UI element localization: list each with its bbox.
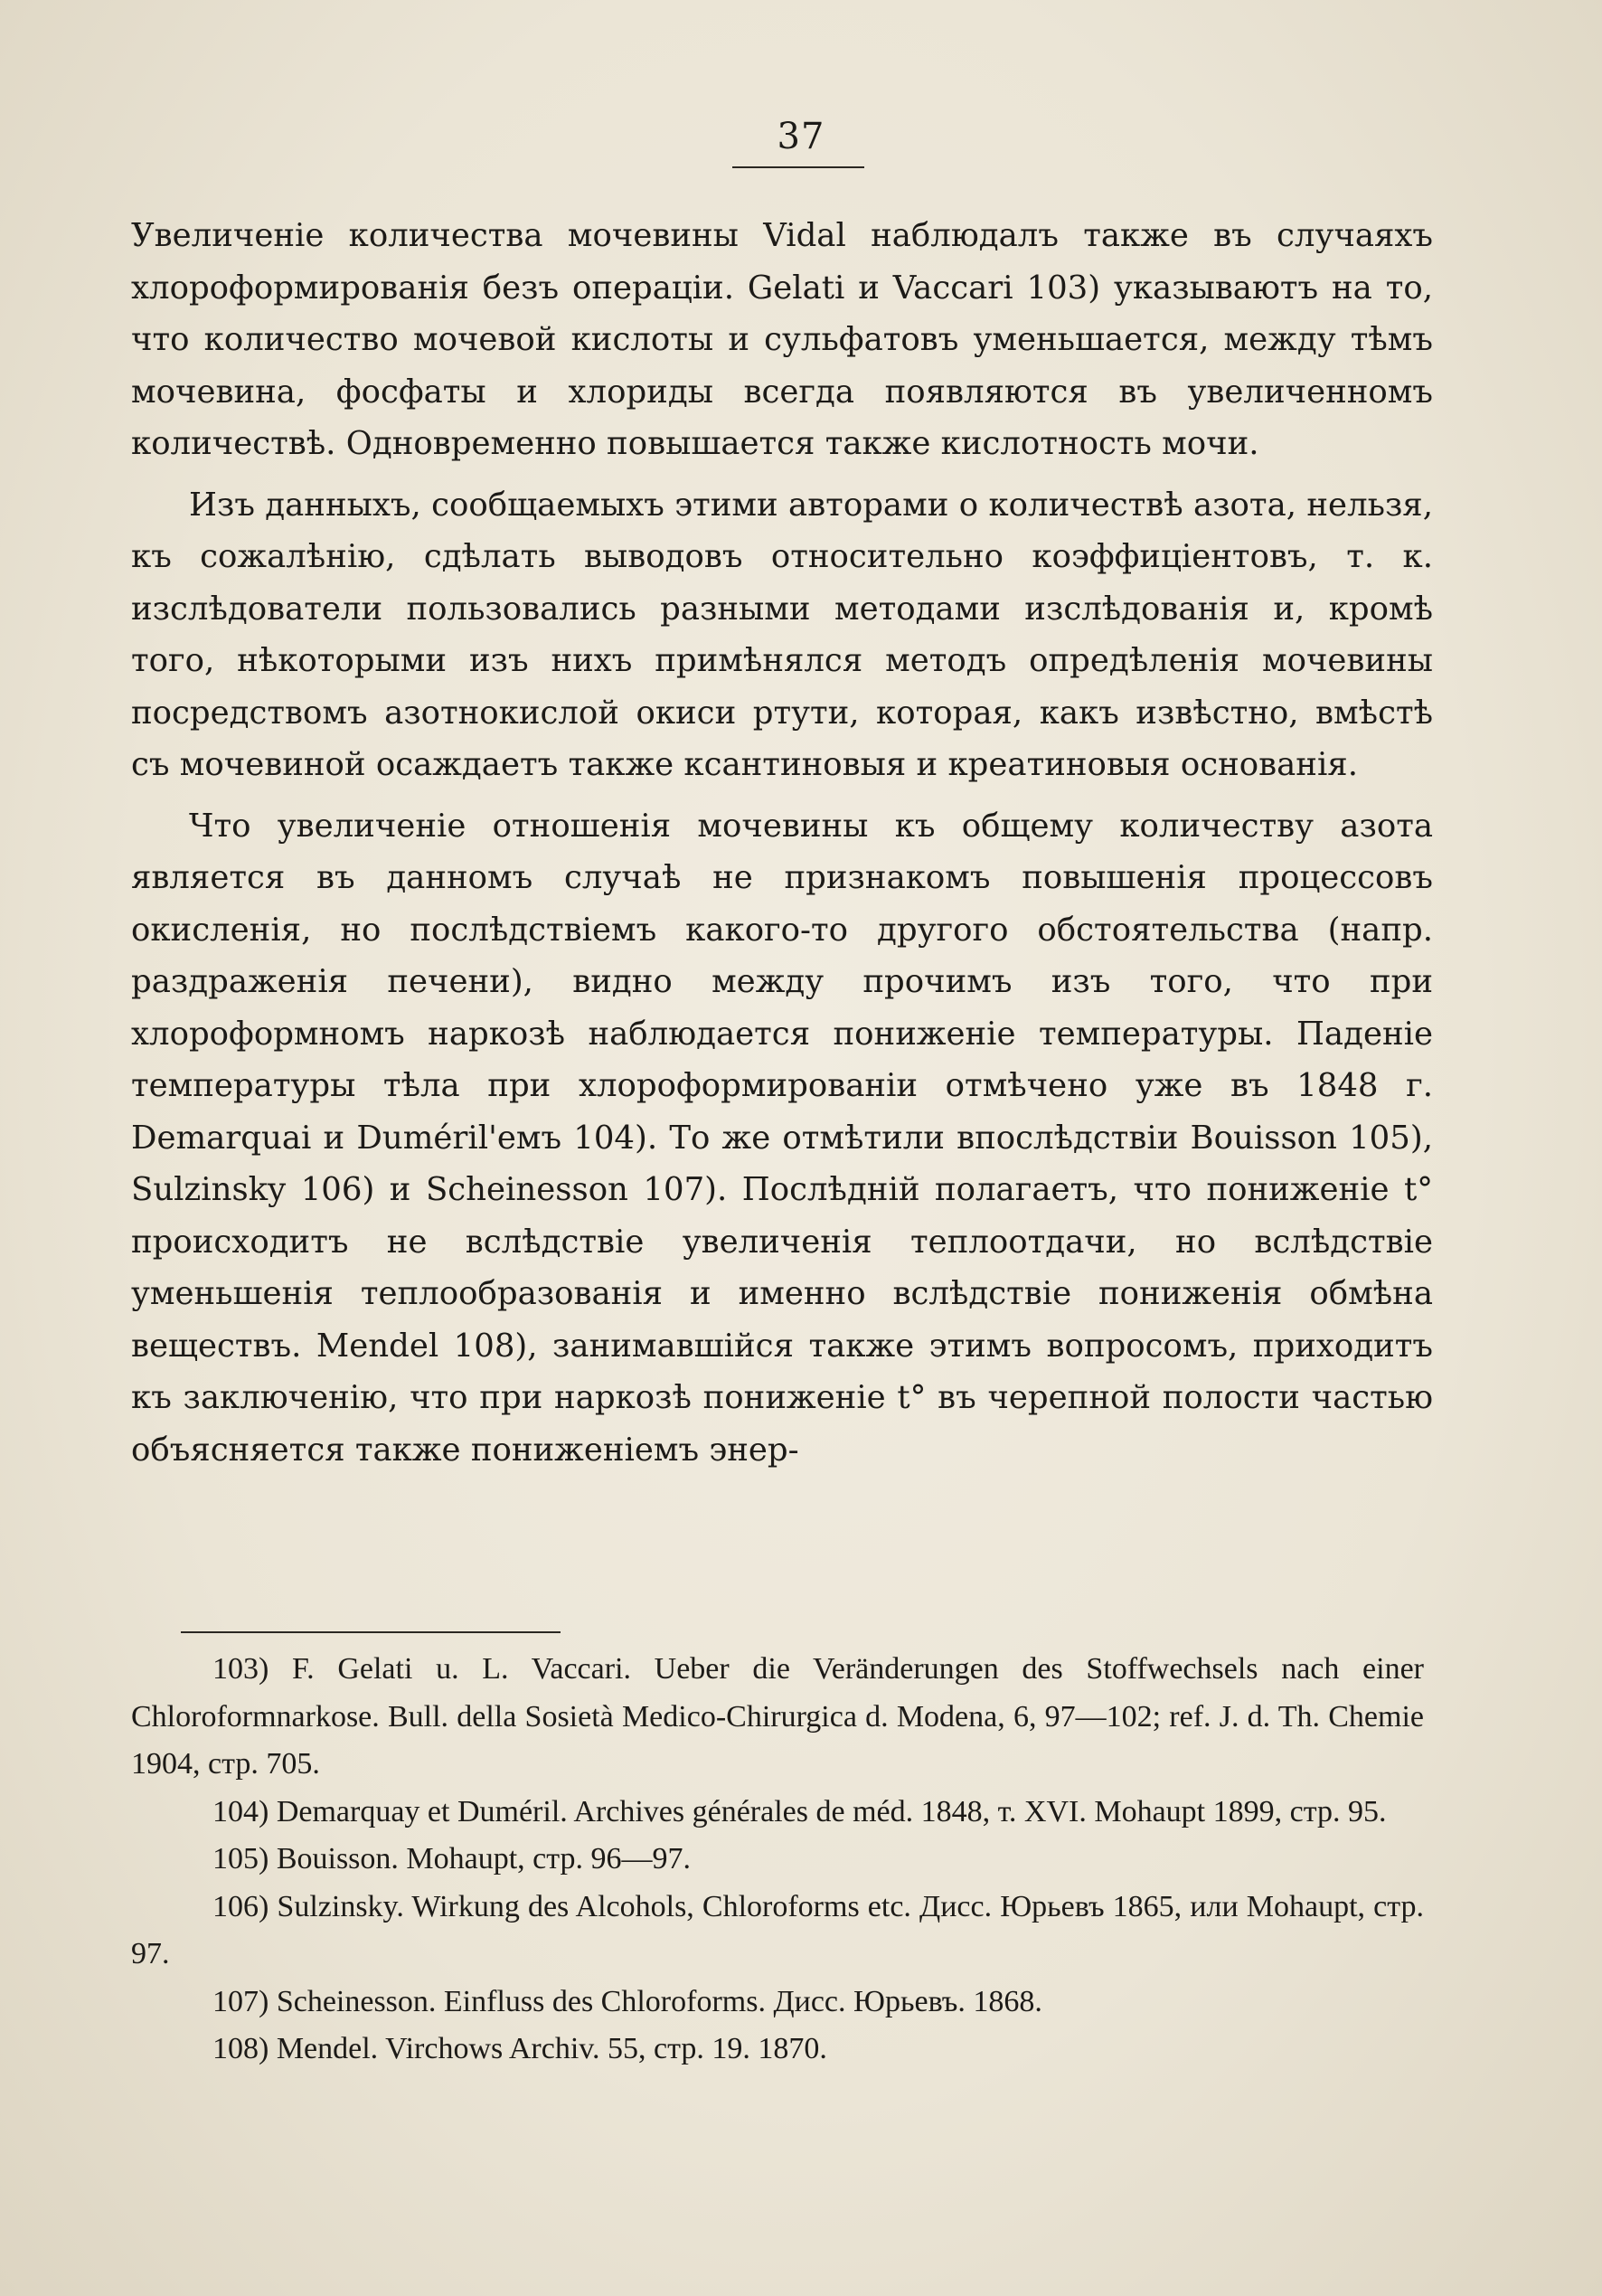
footnote-105: 105) Bouisson. Mohaupt, стр. 96—97. — [212, 1842, 692, 1876]
footnote-separator — [181, 1631, 561, 1633]
paragraph-3: Что увеличеніе отношенія мочевины къ общему количеству азота является въ данномъ случаѣ не признакомъ повышенія процессовъ окисленія, но послѣдствіемъ какого-то другого обстоятельства (напр. раздраженія печени), видно между прочимъ изъ того, что при хлороформномъ наркозѣ наблюдается пониженіе температуры. Паденіе температуры тѣла при хлороформированіи отмѣчено уже въ 1848 г. Demarquai и Duméril'емъ 104). То же отмѣтили впослѣдствіи Bouisson 105), Sulzinsky 106) и Scheinesson 107). Послѣдній полагаетъ, что пониженіе t° происходитъ не вслѣдствіе увеличенія теплоотдачи, но вслѣдствіе уменьшенія теплообразованія и именно вслѣдствіе пониженія обмѣна веществъ. Mendel 108), занимавшійся также этимъ вопросомъ, приходитъ къ заключенію, что при наркозѣ пониженіе t° въ черепной полости частью объясняется также пониженіемъ энер- — [131, 807, 1433, 1469]
main-text — [131, 210, 1433, 1476]
paragraph-2: Изъ данныхъ, сообщаемыхъ этими авторами о количествѣ азота, нельзя, къ сожалѣнію, сдѣлать выводовъ относительно коэффиціентовъ, т. к. изслѣдователи пользовались разными методами изслѣдованія и, кромѣ того, нѣкоторыми изъ нихъ примѣнялся методъ опредѣленія мочевины посредствомъ азотнокислой окиси ртути, которая, какъ извѣстно, вмѣстѣ съ мочевиной осаждаетъ также ксантиновыя и креатиновыя основанія. — [131, 486, 1433, 783]
footnote-106: 106) Sulzinsky. Wirkung des Alcohols, Chloroforms etc. Дисс. Юрьевъ 1865, или Mohaupt, стр. 97. — [131, 1889, 1424, 1970]
page-number-rule — [732, 166, 864, 168]
footnotes — [131, 1646, 1424, 2074]
paragraph-1: Увеличеніе количества мочевины Vidal наблюдалъ также въ случаяхъ хлороформированія безъ операціи. Gelati и Vaccari 103) указываютъ на то, что количество мочевой кислоты и сульфатовъ уменьшается, между тѣмъ мочевина, фосфаты и хлориды всегда появляются въ увеличенномъ количествѣ. Одновременно повышается также кислотность мочи. — [131, 217, 1433, 462]
page-number: 37 — [777, 116, 825, 157]
footnote-103: 103) F. Gelati u. L. Vaccari. Ueber die Veränderungen des Stoffwechsels nach einer Chloroformnarkose. Bull. della Sosietà Medico-Chirurgica d. Modena, 6, 97—102; ref. J. d. Th. Chemie 1904, стр. 705. — [131, 1652, 1424, 1781]
footnote-108: 108) Mendel. Virchows Archiv. 55, стр. 19. 1870. — [212, 2032, 827, 2065]
footnote-104: 104) Demarquay et Duméril. Archives générales de méd. 1848, т. XVI. Mohaupt 1899, стр. 95. — [212, 1794, 1387, 1828]
footnote-107: 107) Scheinesson. Einfluss des Chloroforms. Дисс. Юрьевъ. 1868. — [212, 1984, 1042, 2018]
